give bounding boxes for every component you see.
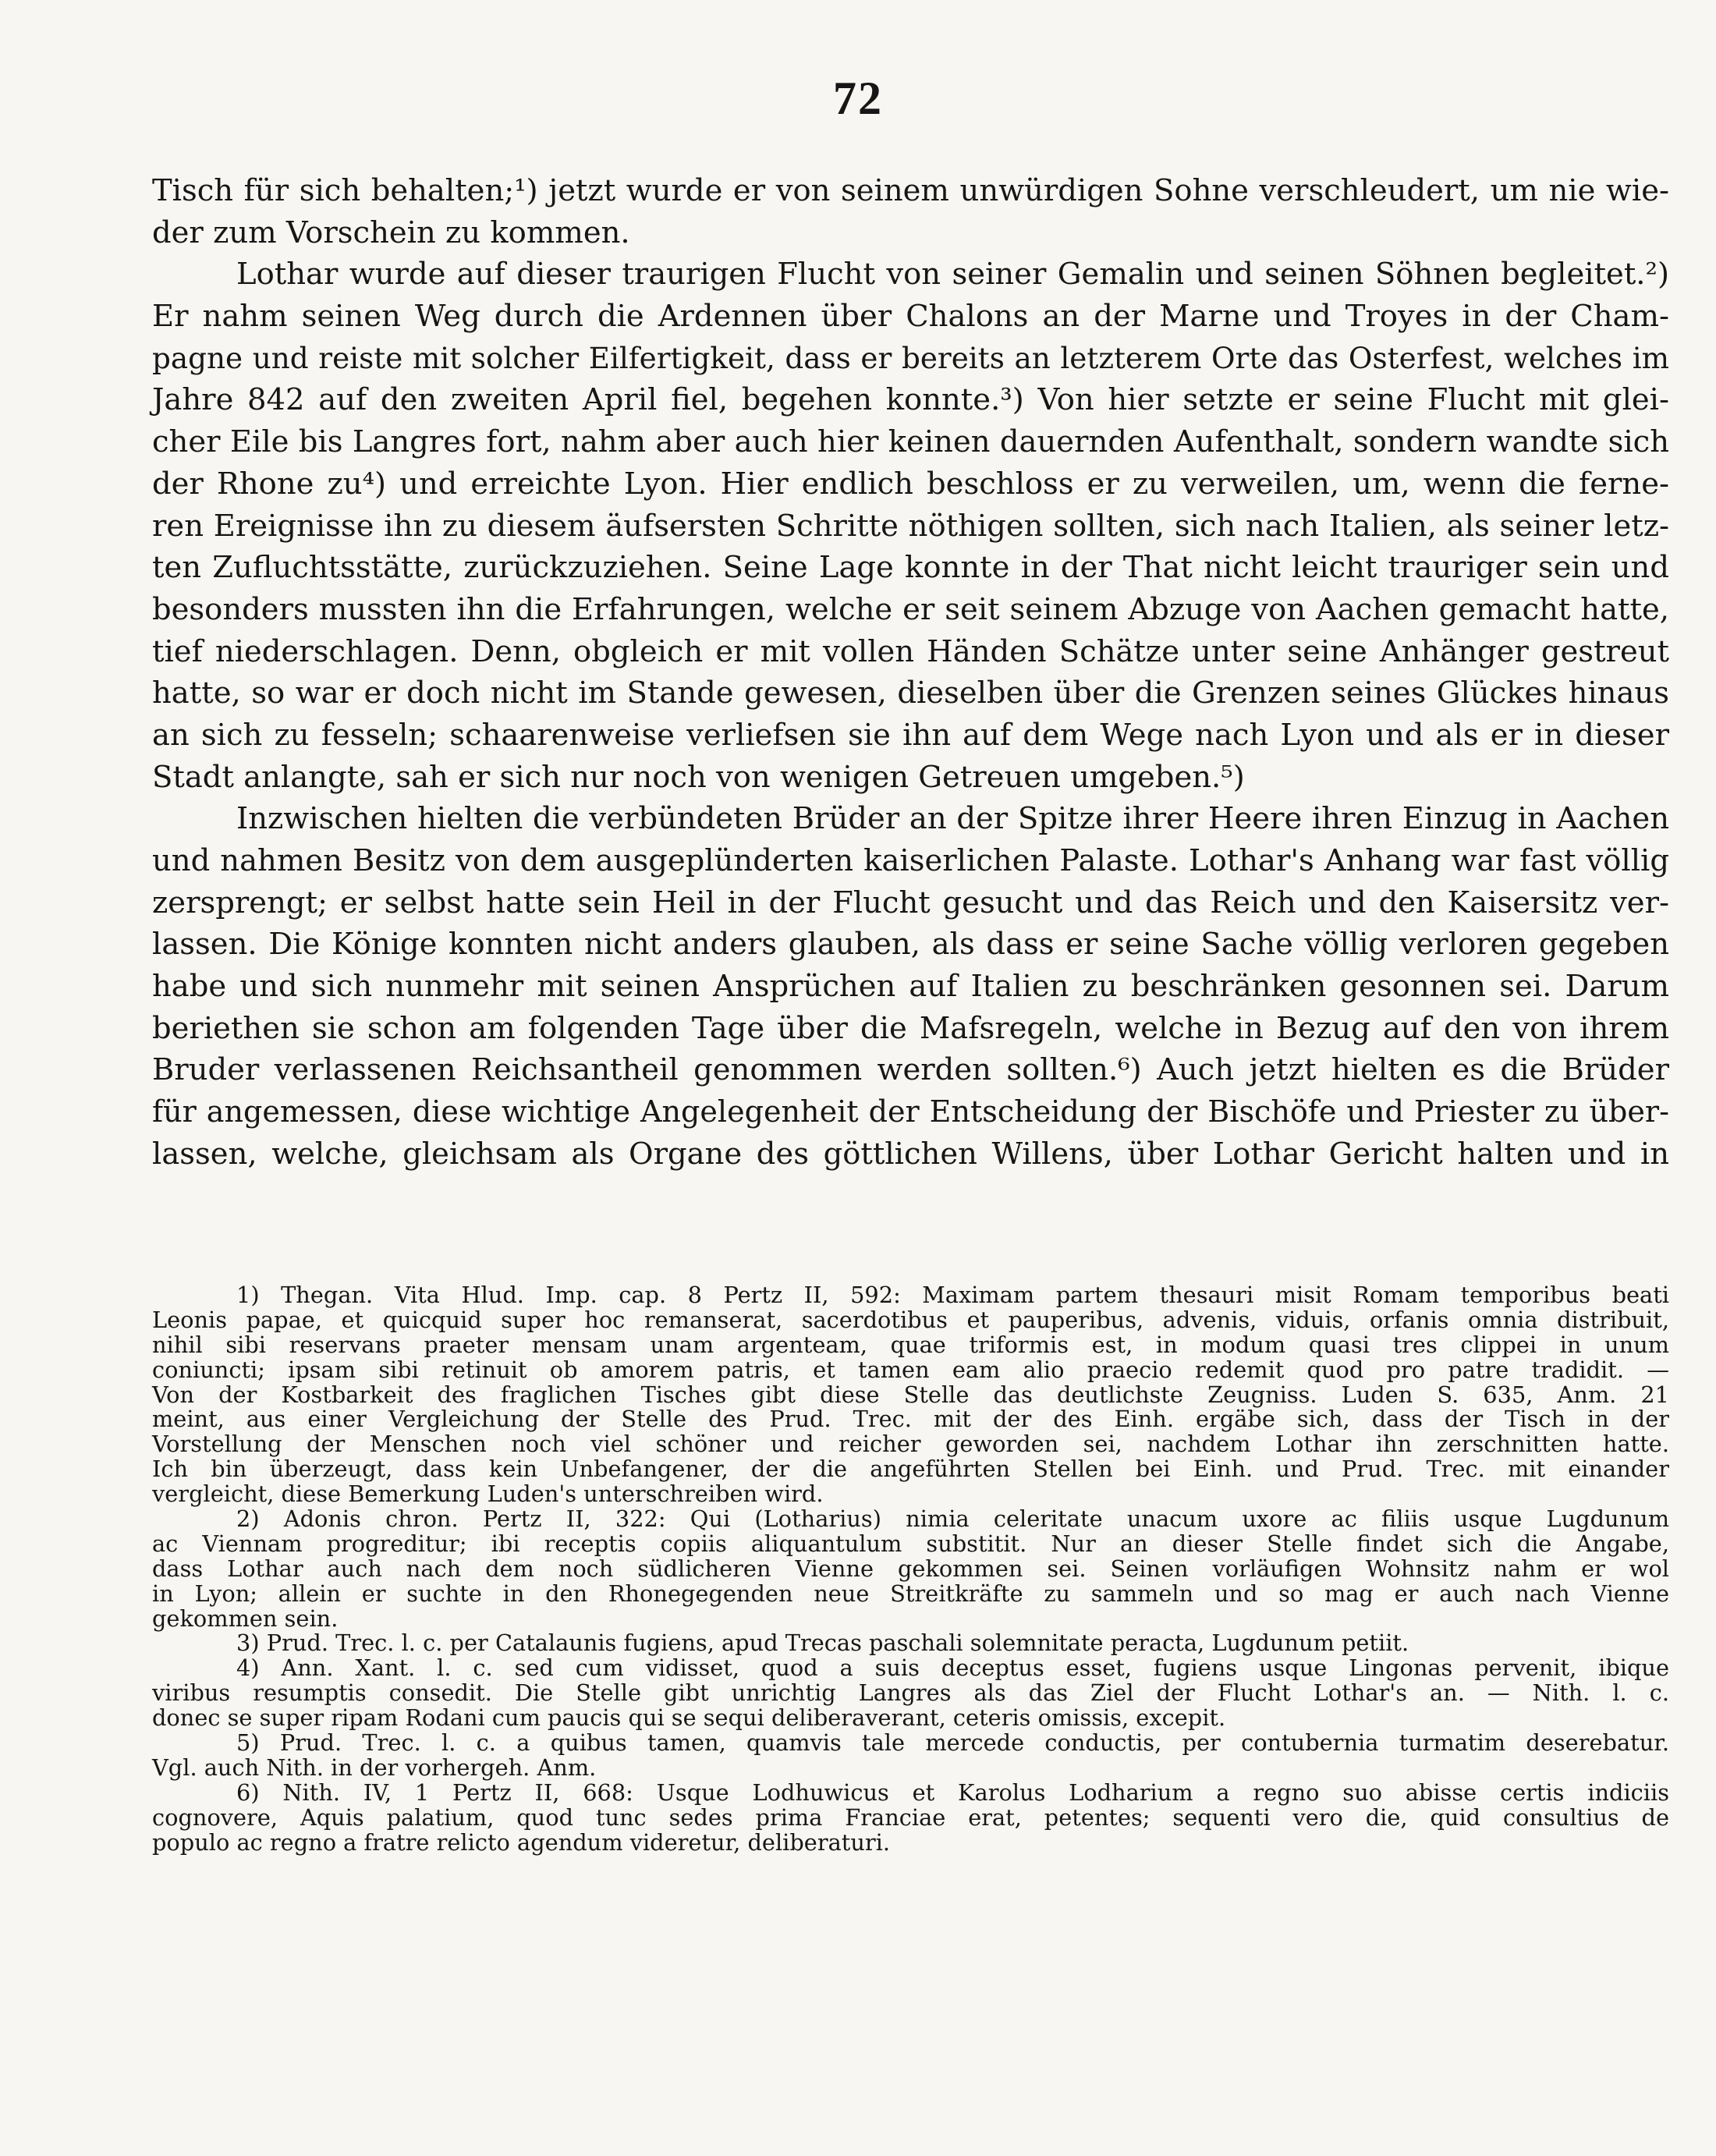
- footnote-line: nihil sibi reservans praeter mensam unam argenteam, quae triformis est, in modum quasi tres clippei in unum: [152, 1331, 1669, 1358]
- footnote-line: meint, aus einer Vergleichung der Stelle des Prud. Trec. mit der des Einh. ergäbe sich, dass der Tisch in der: [152, 1406, 1669, 1433]
- main-text: [152, 170, 1669, 1176]
- text-line: zersprengt; er selbst hatte sein Heil in der Flucht gesucht und das Reich und den Kaisersitz ver-: [152, 885, 1669, 920]
- footnote-line: coniuncti; ipsam sibi retinuit ob amorem patris, et tamen eam alio praecio redemit quod pro patre tradidit. —: [152, 1356, 1669, 1383]
- text-line: beriethen sie schon am folgenden Tage über die Mafsregeln, welche in Bezug auf den von ihrem: [152, 1010, 1669, 1046]
- footnote-line: viribus resumptis consedit. Die Stelle gibt unrichtig Langres als das Ziel der Flucht Lothar's an. — Nith. l. c.: [152, 1679, 1669, 1707]
- text-line: ten Zufluchtsstätte, zurückzuziehen. Seine Lage konnte in der That nicht leicht trauriger sein und: [152, 550, 1669, 586]
- footnote-line: in Lyon; allein er suchte in den Rhonegegenden neue Streitkräfte zu sammeln und so mag er auch nach Vienne: [152, 1580, 1669, 1607]
- footnote-line: 1) Thegan. Vita Hlud. Imp. cap. 8 Pertz II, 592: Maximam partem thesauri misit Romam temporibus beati: [236, 1282, 1669, 1308]
- text-line: habe und sich nunmehr mit seinen Ansprüchen auf Italien zu beschränken gesonnen sei. Darum: [152, 969, 1669, 1005]
- page-number: 72: [833, 73, 883, 124]
- footnote-line: Leonis papae, et quicquid super hoc remanserat, sacerdotibus et pauperibus, advenis, viduis, orfanis omnia distribuit,: [152, 1306, 1669, 1333]
- text-line: Jahre 842 auf den zweiten April fiel, begehen konnte.³) Von hier setzte er seine Flucht mit glei-: [152, 382, 1669, 418]
- footnote-line: Vorstellung der Menschen noch viel schöner und reicher geworden sei, nachdem Lothar ihn zerschnitten hatte.: [152, 1431, 1669, 1458]
- footnote-line: 3) Prud. Trec. l. c. per Catalaunis fugiens, apud Trecas paschali solemnitate peracta, Lugdunum petiit.: [236, 1629, 1409, 1657]
- footnote-line: Ich bin überzeugt, dass kein Unbefangener, der die angeführten Stellen bei Einh. und Prud. Trec. mit einander: [152, 1456, 1669, 1483]
- footnote-line: donec se super ripam Rodani cum paucis qui se sequi deliberaverant, ceteris omissis, excepit.: [152, 1704, 1226, 1732]
- footnote-line: 6) Nith. IV, 1 Pertz II, 668: Usque Lodhuwicus et Karolus Lodharium a regno suo abisse certis indiciis: [236, 1778, 1669, 1806]
- footnote-line: Vgl. auch Nith. in der vorhergeh. Anm.: [152, 1754, 597, 1781]
- text-line: der zum Vorschein zu kommen.: [152, 215, 630, 250]
- text-line: pagne und reiste mit solcher Eilfertigkeit, dass er bereits an letzterem Orte das Osterfest, welches im: [152, 340, 1669, 375]
- text-line: Inzwischen hielten die verbündeten Brüder an der Spitze ihrer Heere ihren Einzug in Aachen: [236, 801, 1669, 837]
- text-line: besonders mussten ihn die Erfahrungen, welche er seit seinem Abzuge von Aachen gemacht hatte,: [152, 591, 1669, 627]
- text-line: Lothar wurde auf dieser traurigen Flucht von seiner Gemalin und seinen Söhnen begleitet.²): [236, 257, 1669, 293]
- footnote-line: 4) Ann. Xant. l. c. sed cum vidisset, quod a suis deceptus esset, fugiens usque Lingonas pervenit, ibique: [236, 1654, 1669, 1682]
- footnote-line: populo ac regno a fratre relicto agendum videretur, deliberaturi.: [152, 1828, 891, 1856]
- text-line: cher Eile bis Langres fort, nahm aber auch hier keinen dauernden Aufenthalt, sondern wandte sich: [152, 424, 1669, 460]
- text-line: Bruder verlassenen Reichsantheil genommen werden sollten.⁶) Auch jetzt hielten es die Brüder: [152, 1052, 1669, 1088]
- footnote-line: vergleicht, diese Bemerkung Luden's unterschreiben wird.: [152, 1480, 824, 1508]
- text-line: Stadt anlangte, sah er sich nur noch von wenigen Getreuen umgeben.⁵): [152, 759, 1245, 795]
- footnotes: [152, 1283, 1669, 1855]
- text-line: und nahmen Besitz von dem ausgeplünderten kaiserlichen Palaste. Lothar's Anhang war fast völlig: [152, 843, 1669, 878]
- footnote-line: cognovere, Aquis palatium, quod tunc sedes prima Franciae erat, petentes; sequenti vero die, quid consultius de: [152, 1803, 1669, 1831]
- footnote-line: ac Viennam progreditur; ibi receptis copiis aliquantulum substitit. Nur an dieser Stelle findet sich die Angabe,: [152, 1530, 1669, 1557]
- footnote-line: Von der Kostbarkeit des fraglichen Tisches gibt diese Stelle das deutlichste Zeugniss. Luden S. 635, Anm. 21: [152, 1381, 1669, 1408]
- text-line: hatte, so war er doch nicht im Stande gewesen, dieselben über die Grenzen seines Glückes hinaus: [152, 676, 1669, 711]
- text-line: der Rhone zu⁴) und erreichte Lyon. Hier endlich beschloss er zu verweilen, um, wenn die ferne-: [152, 466, 1669, 502]
- text-line: für angemessen, diese wichtige Angelegenheit der Entscheidung der Bischöfe und Priester zu über-: [152, 1094, 1669, 1129]
- footnote-line: dass Lothar auch nach dem noch südlicheren Vienne gekommen sei. Seinen vorläufigen Wohnsitz nahm er wol: [152, 1555, 1669, 1582]
- footnote-line: gekommen sein.: [152, 1605, 339, 1632]
- text-line: ren Ereignisse ihn zu diesem äufsersten Schritte nöthigen sollten, sich nach Italien, als seiner letz-: [152, 508, 1669, 544]
- text-line: Tisch für sich behalten;¹) jetzt wurde er von seinem unwürdigen Sohne verschleudert, um nie wie-: [152, 173, 1669, 208]
- text-line: lassen. Die Könige konnten nicht anders glauben, als dass er seine Sache völlig verloren gegeben: [152, 927, 1669, 963]
- text-line: tief niederschlagen. Denn, obgleich er mit vollen Händen Schätze unter seine Anhänger gestreut: [152, 633, 1669, 669]
- text-line: an sich zu fesseln; schaarenweise verliefsen sie ihn auf dem Wege nach Lyon und als er in dieser: [152, 717, 1669, 753]
- text-line: Er nahm seinen Weg durch die Ardennen über Chalons an der Marne und Troyes in der Cham-: [152, 299, 1669, 335]
- text-line: lassen, welche, gleichsam als Organe des göttlichen Willens, über Lothar Gericht halten und in: [152, 1136, 1669, 1172]
- footnote-line: 5) Prud. Trec. l. c. a quibus tamen, quamvis tale mercede conductis, per contubernia turmatim deserebatur.: [236, 1729, 1669, 1757]
- footnote-line: 2) Adonis chron. Pertz II, 322: Qui (Lotharius) nimia celeritate unacum uxore ac filiis usque Lugdunum: [236, 1505, 1669, 1533]
